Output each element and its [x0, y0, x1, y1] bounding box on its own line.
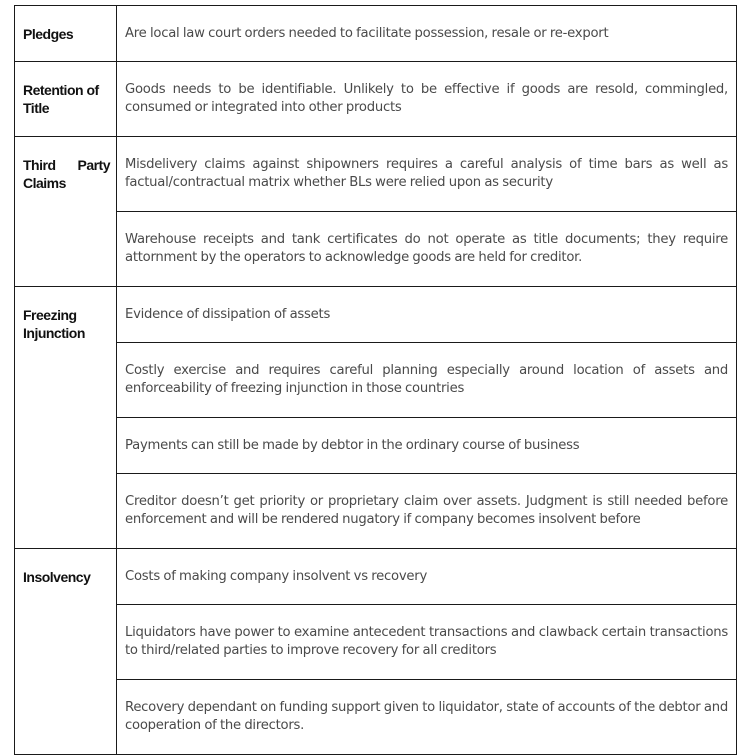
description-text: Warehouse receipts and tank certificates do not operate as title documents; they require attornment by the operators to acknowledge goods are held for creditor.: [125, 232, 728, 265]
table-row: [15, 137, 737, 212]
description-text: Recovery dependant on funding support given to liquidator, state of accounts of the debtor and cooperation of the directors.: [125, 700, 728, 733]
description-text: Creditor doesn’t get priority or proprietary claim over assets. Judgment is still needed before enforcement and will be rendered nugatory if company becomes insolvent before: [125, 494, 728, 527]
table-row: [15, 6, 737, 62]
description-cell: [117, 343, 737, 418]
document-page: [14, 5, 736, 755]
description-text: Costly exercise and requires careful planning especially around location of assets and enforceability of freezing injunction in those countries: [125, 363, 728, 396]
category-label: Pledges: [23, 26, 74, 42]
category-cell-freezing-injunction: [15, 287, 117, 549]
table-row: [15, 287, 737, 343]
table-row: [15, 474, 737, 549]
description-cell: [117, 680, 737, 755]
description-cell: [117, 62, 737, 137]
category-label: Retention of Title: [23, 82, 99, 116]
category-cell-pledges: [15, 6, 117, 62]
description-text: Evidence of dissipation of assets: [125, 307, 331, 322]
category-label: Freezing Injunction: [23, 307, 85, 341]
description-text: Goods needs to be identifiable. Unlikely to be effective if goods are resold, commingled, consumed or integrated into other products: [125, 82, 728, 115]
description-text: Misdelivery claims against shipowners requires a careful analysis of time bars as well as factual/contractual matrix whether BLs were relied upon as security: [125, 157, 728, 190]
table-row: [15, 343, 737, 418]
description-cell: [117, 137, 737, 212]
description-cell: [117, 549, 737, 605]
category-label: Insolvency: [23, 569, 91, 585]
description-cell: [117, 605, 737, 680]
category-cell-retention-of-title: [15, 62, 117, 137]
category-label: Third Party Claims: [23, 157, 110, 191]
remedies-table: [14, 5, 737, 755]
description-cell: [117, 6, 737, 62]
description-cell: [117, 212, 737, 287]
description-text: Are local law court orders needed to facilitate possession, resale or re-export: [125, 26, 609, 41]
description-text: Liquidators have power to examine antecedent transactions and clawback certain transactions to third/related parties to improve recovery for all creditors: [125, 625, 728, 658]
description-cell: [117, 474, 737, 549]
description-text: Costs of making company insolvent vs recovery: [125, 569, 427, 584]
table-row: [15, 549, 737, 605]
table-row: [15, 212, 737, 287]
table-row: [15, 418, 737, 474]
category-cell-insolvency: [15, 549, 117, 755]
category-cell-third-party-claims: [15, 137, 117, 287]
table-row: [15, 62, 737, 137]
table-row: [15, 680, 737, 755]
description-cell: [117, 418, 737, 474]
table-row: [15, 605, 737, 680]
description-text: Payments can still be made by debtor in the ordinary course of business: [125, 438, 580, 453]
description-cell: [117, 287, 737, 343]
